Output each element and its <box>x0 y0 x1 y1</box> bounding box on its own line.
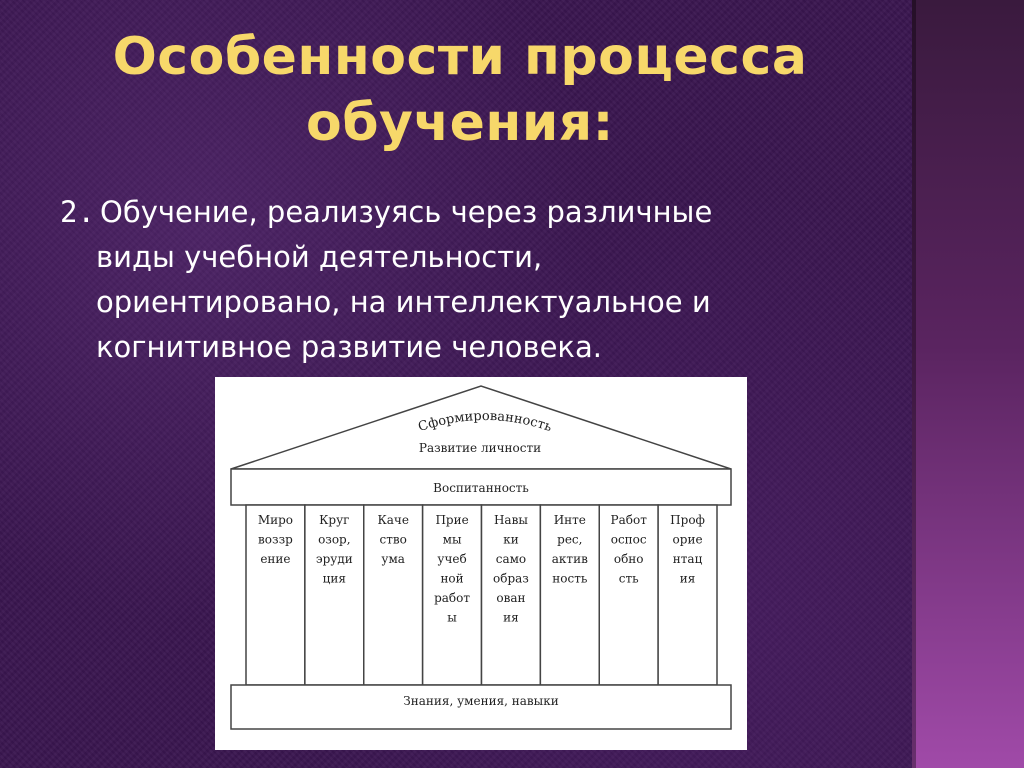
column-label-line: Инте <box>553 513 586 527</box>
temple-diagram <box>215 377 747 750</box>
column-label-line: Миро <box>257 513 294 527</box>
column-label-line: Каче <box>377 513 409 527</box>
slide-title-line-2: обучения: <box>306 93 614 153</box>
column-label-line: само <box>495 552 527 566</box>
column-label-line: сть <box>618 571 639 586</box>
column-label-line: эруди <box>315 552 353 566</box>
body-line-2: виды учебной деятельности, <box>96 240 543 274</box>
column-label-line: актив <box>551 552 588 566</box>
column-label-line: ной <box>440 571 464 586</box>
list-number: 2. <box>60 195 95 229</box>
temple-columns <box>246 505 717 685</box>
column-label-line: оспос <box>610 532 647 547</box>
beam-label: Воспитанность <box>433 481 529 495</box>
column-label-line: ение <box>260 552 291 566</box>
column-label-line: ы <box>447 610 457 625</box>
column-label-line: Круг <box>319 513 350 527</box>
roof-title: Сформированность <box>416 408 554 436</box>
base-label: Знания, умения, навыки <box>403 694 559 708</box>
side-accent-strip <box>912 0 1024 768</box>
column-label-line: ство <box>379 532 407 547</box>
column-label-line: образ <box>493 571 529 586</box>
temple-roof <box>231 386 731 469</box>
roof-subtitle: Развитие личности <box>418 441 542 455</box>
body-line-3: ориентировано, на интеллектуальное и <box>96 285 711 319</box>
column-label-line: обно <box>613 552 644 566</box>
column-label-line: Навы <box>493 513 528 527</box>
column-label-line: озор, <box>318 532 351 547</box>
column-label-line: орие <box>672 532 703 547</box>
column-label-line: Прие <box>435 513 469 527</box>
column-label-line: работ <box>434 591 471 605</box>
body-line-1-text: Обучение, реализуясь через различные <box>100 195 713 229</box>
column-label-line: Проф <box>670 513 705 527</box>
column-label-line: ция <box>322 571 346 586</box>
column-label-line: ован <box>496 591 526 605</box>
column-label-line: ки <box>503 532 519 547</box>
column-label-line: ия <box>503 610 519 625</box>
body-line-1 <box>60 190 880 235</box>
body-line-4: когнитивное развитие человека. <box>96 330 602 364</box>
body-paragraph <box>60 190 880 370</box>
column-label-line: Работ <box>610 513 647 527</box>
column-label-line: рес, <box>557 532 583 547</box>
column-label-line: воззр <box>258 532 293 547</box>
slide-title-line-1: Особенности процесса <box>112 27 808 87</box>
column-label-line: ность <box>552 571 588 586</box>
slide-title <box>60 24 860 156</box>
column-label-line: ума <box>381 552 405 566</box>
column-label-line: мы <box>442 532 462 547</box>
column-label-line: ия <box>679 571 696 586</box>
temple-diagram-svg <box>215 377 747 750</box>
column-label-line: нтац <box>672 552 703 566</box>
column-label-line: учеб <box>437 552 467 566</box>
